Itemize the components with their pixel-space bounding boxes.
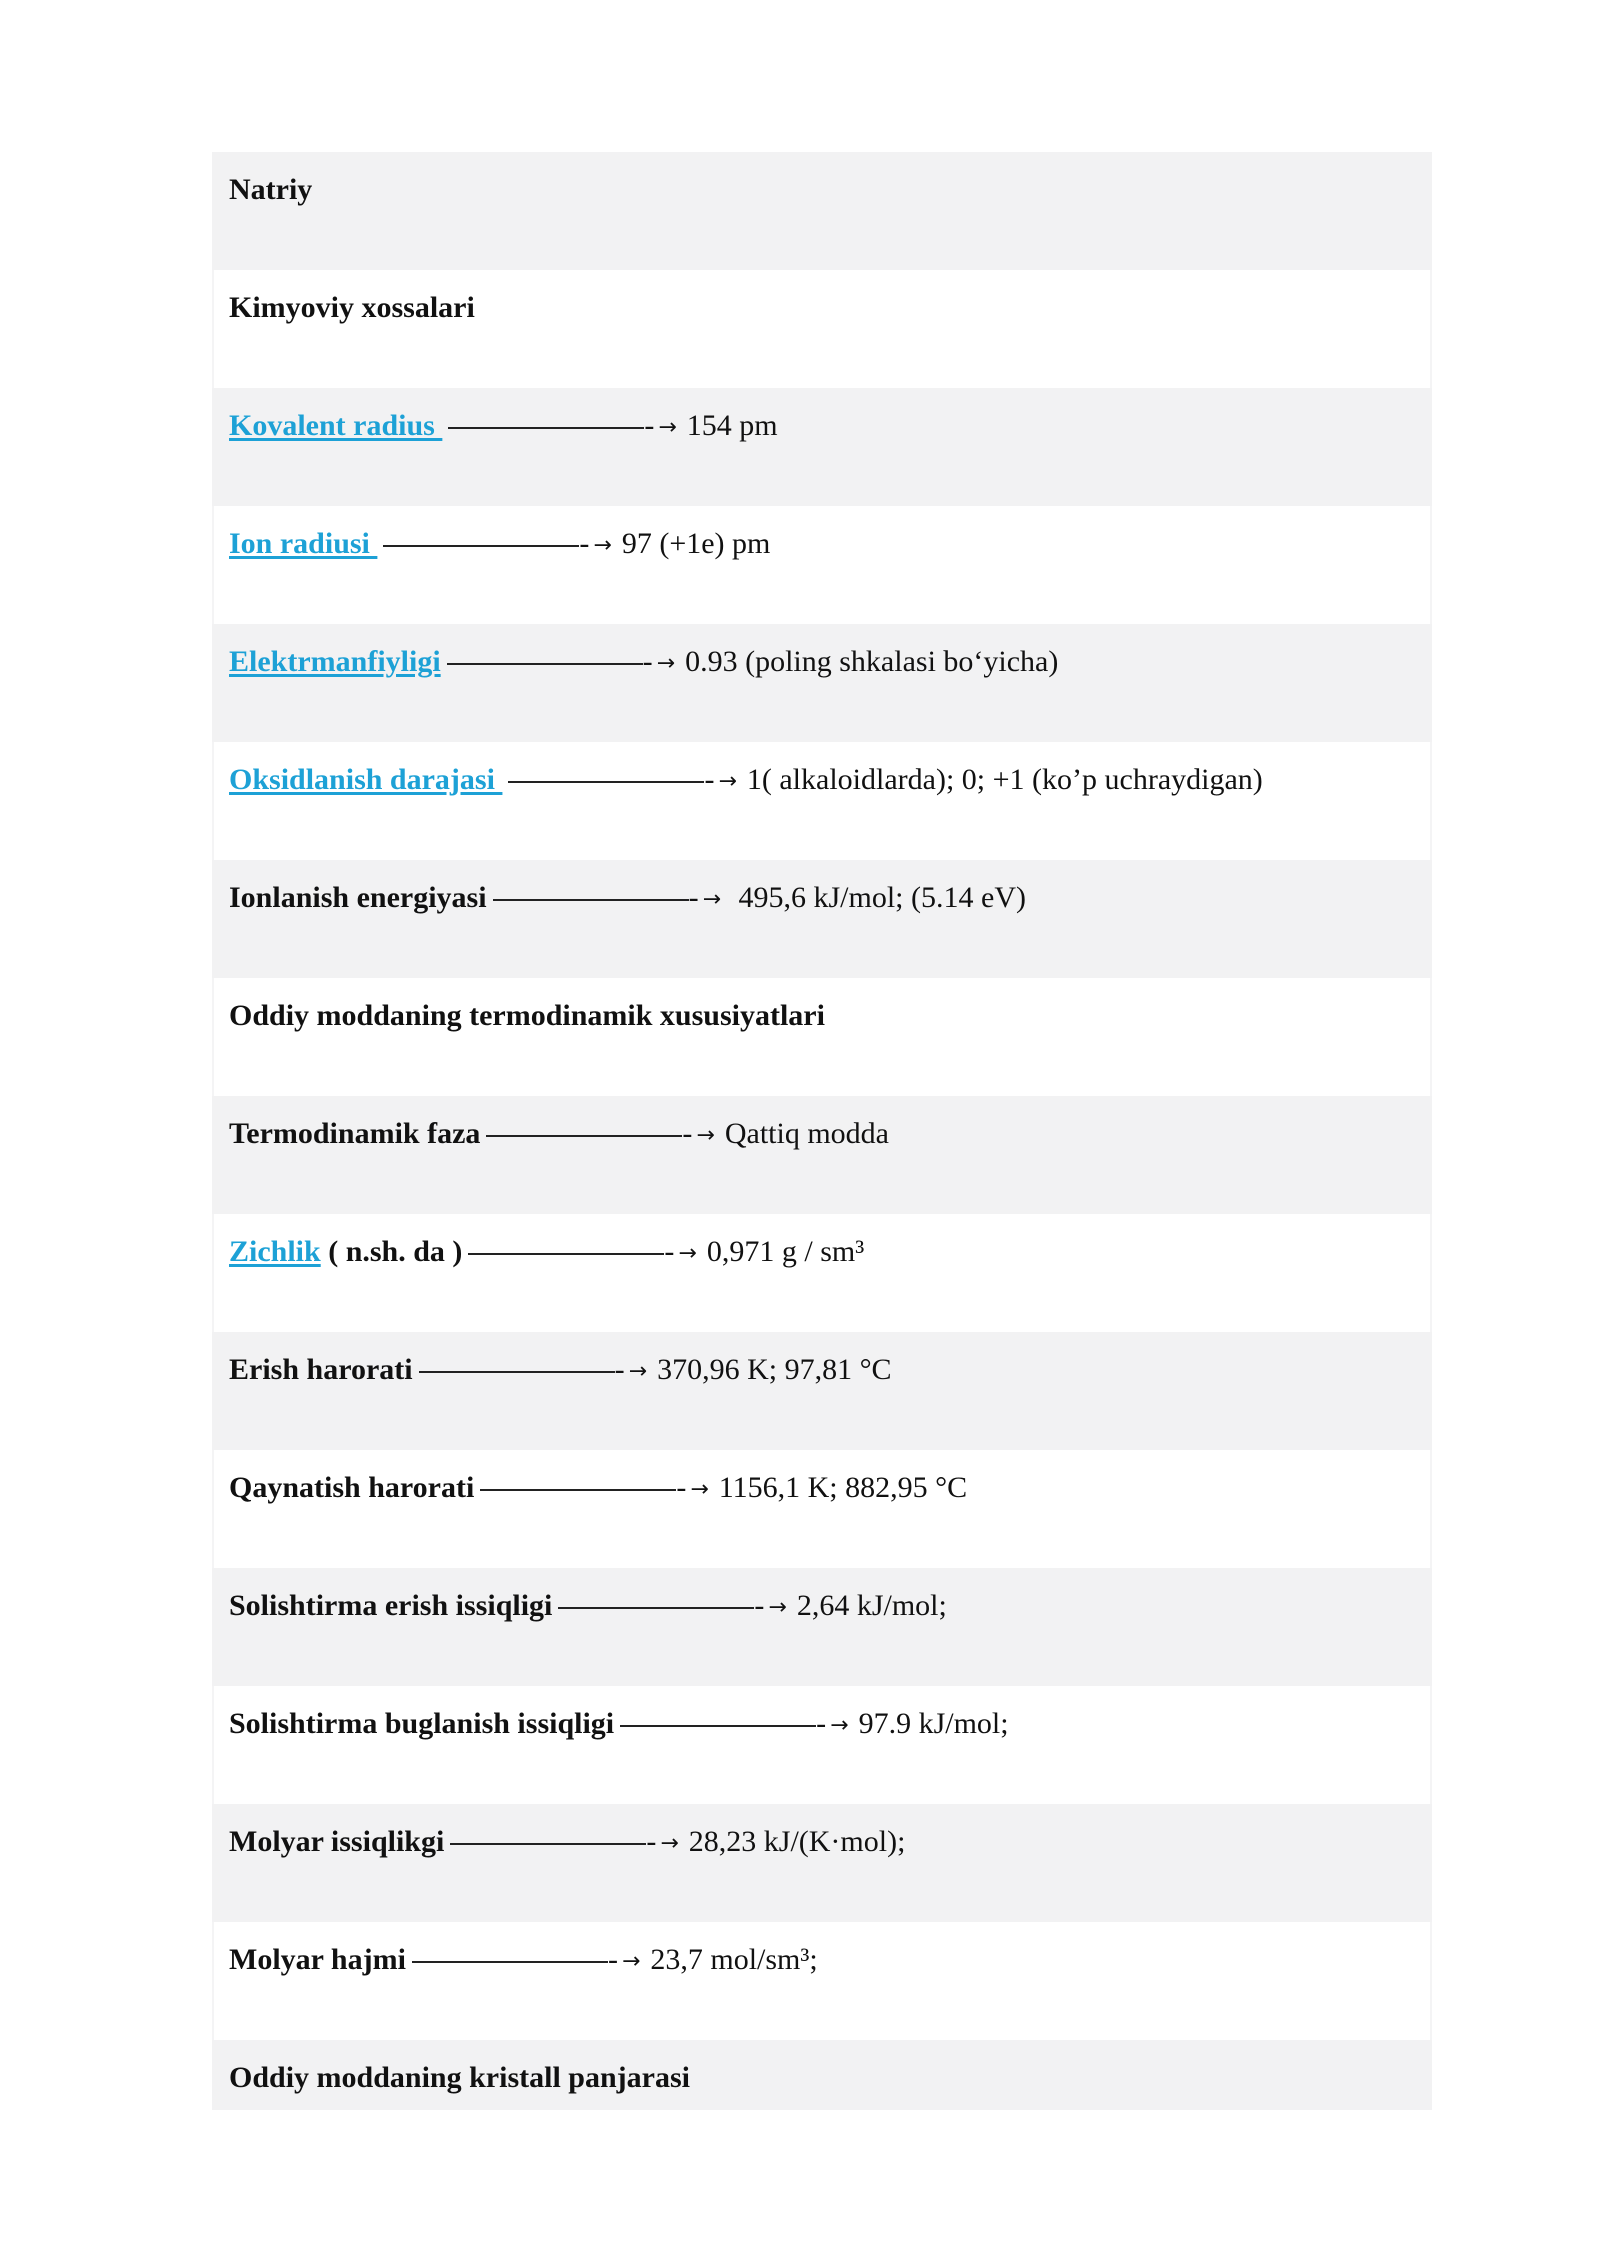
leader-line: [480, 1489, 676, 1491]
arrow-icon: →: [628, 1359, 648, 1385]
density-condition: ( n.sh. da ): [320, 1235, 463, 1268]
arrow-icon: →: [702, 887, 721, 913]
heat-of-vaporization-value: 97.9 kJ/mol;: [858, 1707, 1009, 1740]
property-row-melting-point: [212, 1332, 1432, 1450]
section-heading-thermodynamic: Oddiy moddaning termodinamik xususiyatlari: [229, 999, 825, 1032]
leader-line: [508, 781, 704, 783]
arrow-icon: →: [593, 533, 612, 559]
electronegativity-value: 0.93 (poling shkalasi bo‘yicha): [685, 645, 1059, 678]
arrow-icon: →: [656, 651, 676, 677]
ion-radius-link[interactable]: Ion radiusi: [229, 527, 378, 560]
leader-dash: -: [688, 881, 699, 914]
leader-dash: -: [607, 1943, 618, 1976]
ionization-energy-value: 495,6 kJ/mol; (5.14 eV): [731, 881, 1026, 914]
leader-dash: -: [704, 763, 715, 796]
leader-dash: -: [644, 409, 655, 442]
property-row-molar-heat: [212, 1804, 1432, 1922]
heat-of-fusion-value: 2,64 kJ/mol;: [796, 1589, 947, 1622]
leader-dash: -: [682, 1117, 693, 1150]
section-heading-chemical: Kimyoviy xossalari: [229, 291, 475, 324]
arrow-icon: →: [830, 1713, 849, 1739]
ionization-energy-label: Ionlanish energiyasi: [229, 881, 487, 914]
heat-of-fusion-label: Solishtirma erish issiqligi: [229, 1589, 553, 1622]
leader-line: [450, 1843, 646, 1845]
leader-line: [620, 1725, 816, 1727]
property-row-molar-volume: [212, 1922, 1432, 2040]
leader-dash: -: [614, 1353, 625, 1386]
property-row-density: [212, 1214, 1432, 1332]
boiling-point-label: Qaynatish harorati: [229, 1471, 475, 1504]
property-row-covalent-radius: [212, 388, 1432, 506]
arrow-icon: →: [658, 415, 677, 441]
oxidation-state-link[interactable]: Oksidlanish darajasi: [229, 763, 503, 796]
property-row-heat-of-vaporization: [212, 1686, 1432, 1804]
leader-dash: -: [676, 1471, 687, 1504]
property-row-ion-radius: [212, 506, 1432, 624]
leader-line: [419, 1371, 615, 1373]
arrow-icon: →: [696, 1123, 715, 1149]
molar-volume-label: Molyar hajmi: [229, 1943, 406, 1976]
phase-label: Termodinamik faza: [229, 1117, 481, 1150]
leader-line: [447, 663, 643, 665]
melting-point-value: 370,96 K; 97,81 °C: [657, 1353, 892, 1386]
section-heading-row: [212, 270, 1432, 388]
leader-dash: -: [642, 645, 653, 678]
arrow-icon: →: [678, 1241, 697, 1267]
arrow-icon: →: [718, 769, 737, 795]
title-label: Natriy: [229, 173, 313, 206]
covalent-radius-link[interactable]: Kovalent radius: [229, 409, 443, 442]
phase-value: Qattiq modda: [724, 1117, 889, 1150]
arrow-icon: →: [690, 1477, 709, 1503]
leader-line: [558, 1607, 754, 1609]
electronegativity-link[interactable]: Elektrmanfiyligi: [229, 645, 441, 678]
melting-point-label: Erish harorati: [229, 1353, 413, 1386]
arrow-icon: →: [768, 1595, 787, 1621]
heat-of-vaporization-label: Solishtirma buglanish issiqligi: [229, 1707, 615, 1740]
arrow-icon: →: [621, 1949, 641, 1975]
title-row: [212, 152, 1432, 270]
section-heading-row: [212, 978, 1432, 1096]
property-row-electronegativity: [212, 624, 1432, 742]
ion-radius-value: 97 (+1e) pm: [621, 527, 771, 560]
leader-line: [468, 1253, 664, 1255]
leader-dash: -: [646, 1825, 657, 1858]
molar-volume-value: 23,7 mol/sm³;: [650, 1943, 818, 1976]
boiling-point-value: 1156,1 K; 882,95 °C: [718, 1471, 968, 1504]
leader-line: [383, 545, 579, 547]
leader-dash: -: [664, 1235, 675, 1268]
property-row-phase: [212, 1096, 1432, 1214]
property-row-heat-of-fusion: [212, 1568, 1432, 1686]
leader-line: [412, 1961, 608, 1963]
molar-heat-value: 28,23 kJ/(K·mol);: [688, 1825, 906, 1858]
leader-line: [486, 1135, 682, 1137]
oxidation-state-value: 1( alkaloidlarda); 0; +1 (ko’p uchraydigan): [746, 763, 1263, 796]
leader-line: [448, 427, 644, 429]
property-row-oxidation-state: [212, 742, 1432, 860]
covalent-radius-value: 154 pm: [686, 409, 778, 442]
property-row-boiling-point: [212, 1450, 1432, 1568]
molar-heat-label: Molyar issiqlikgi: [229, 1825, 445, 1858]
section-heading-crystal: Oddiy moddaning kristall panjarasi: [229, 2061, 690, 2094]
density-link[interactable]: Zichlik: [229, 1235, 321, 1268]
section-heading-row: [212, 2040, 1432, 2110]
leader-dash: -: [579, 527, 590, 560]
leader-line: [493, 899, 689, 901]
density-value: 0,971 g / sm³: [706, 1235, 865, 1268]
property-row-ionization-energy: [212, 860, 1432, 978]
leader-dash: -: [754, 1589, 765, 1622]
leader-dash: -: [816, 1707, 827, 1740]
arrow-icon: →: [660, 1831, 679, 1857]
properties-table: [212, 152, 1432, 2110]
